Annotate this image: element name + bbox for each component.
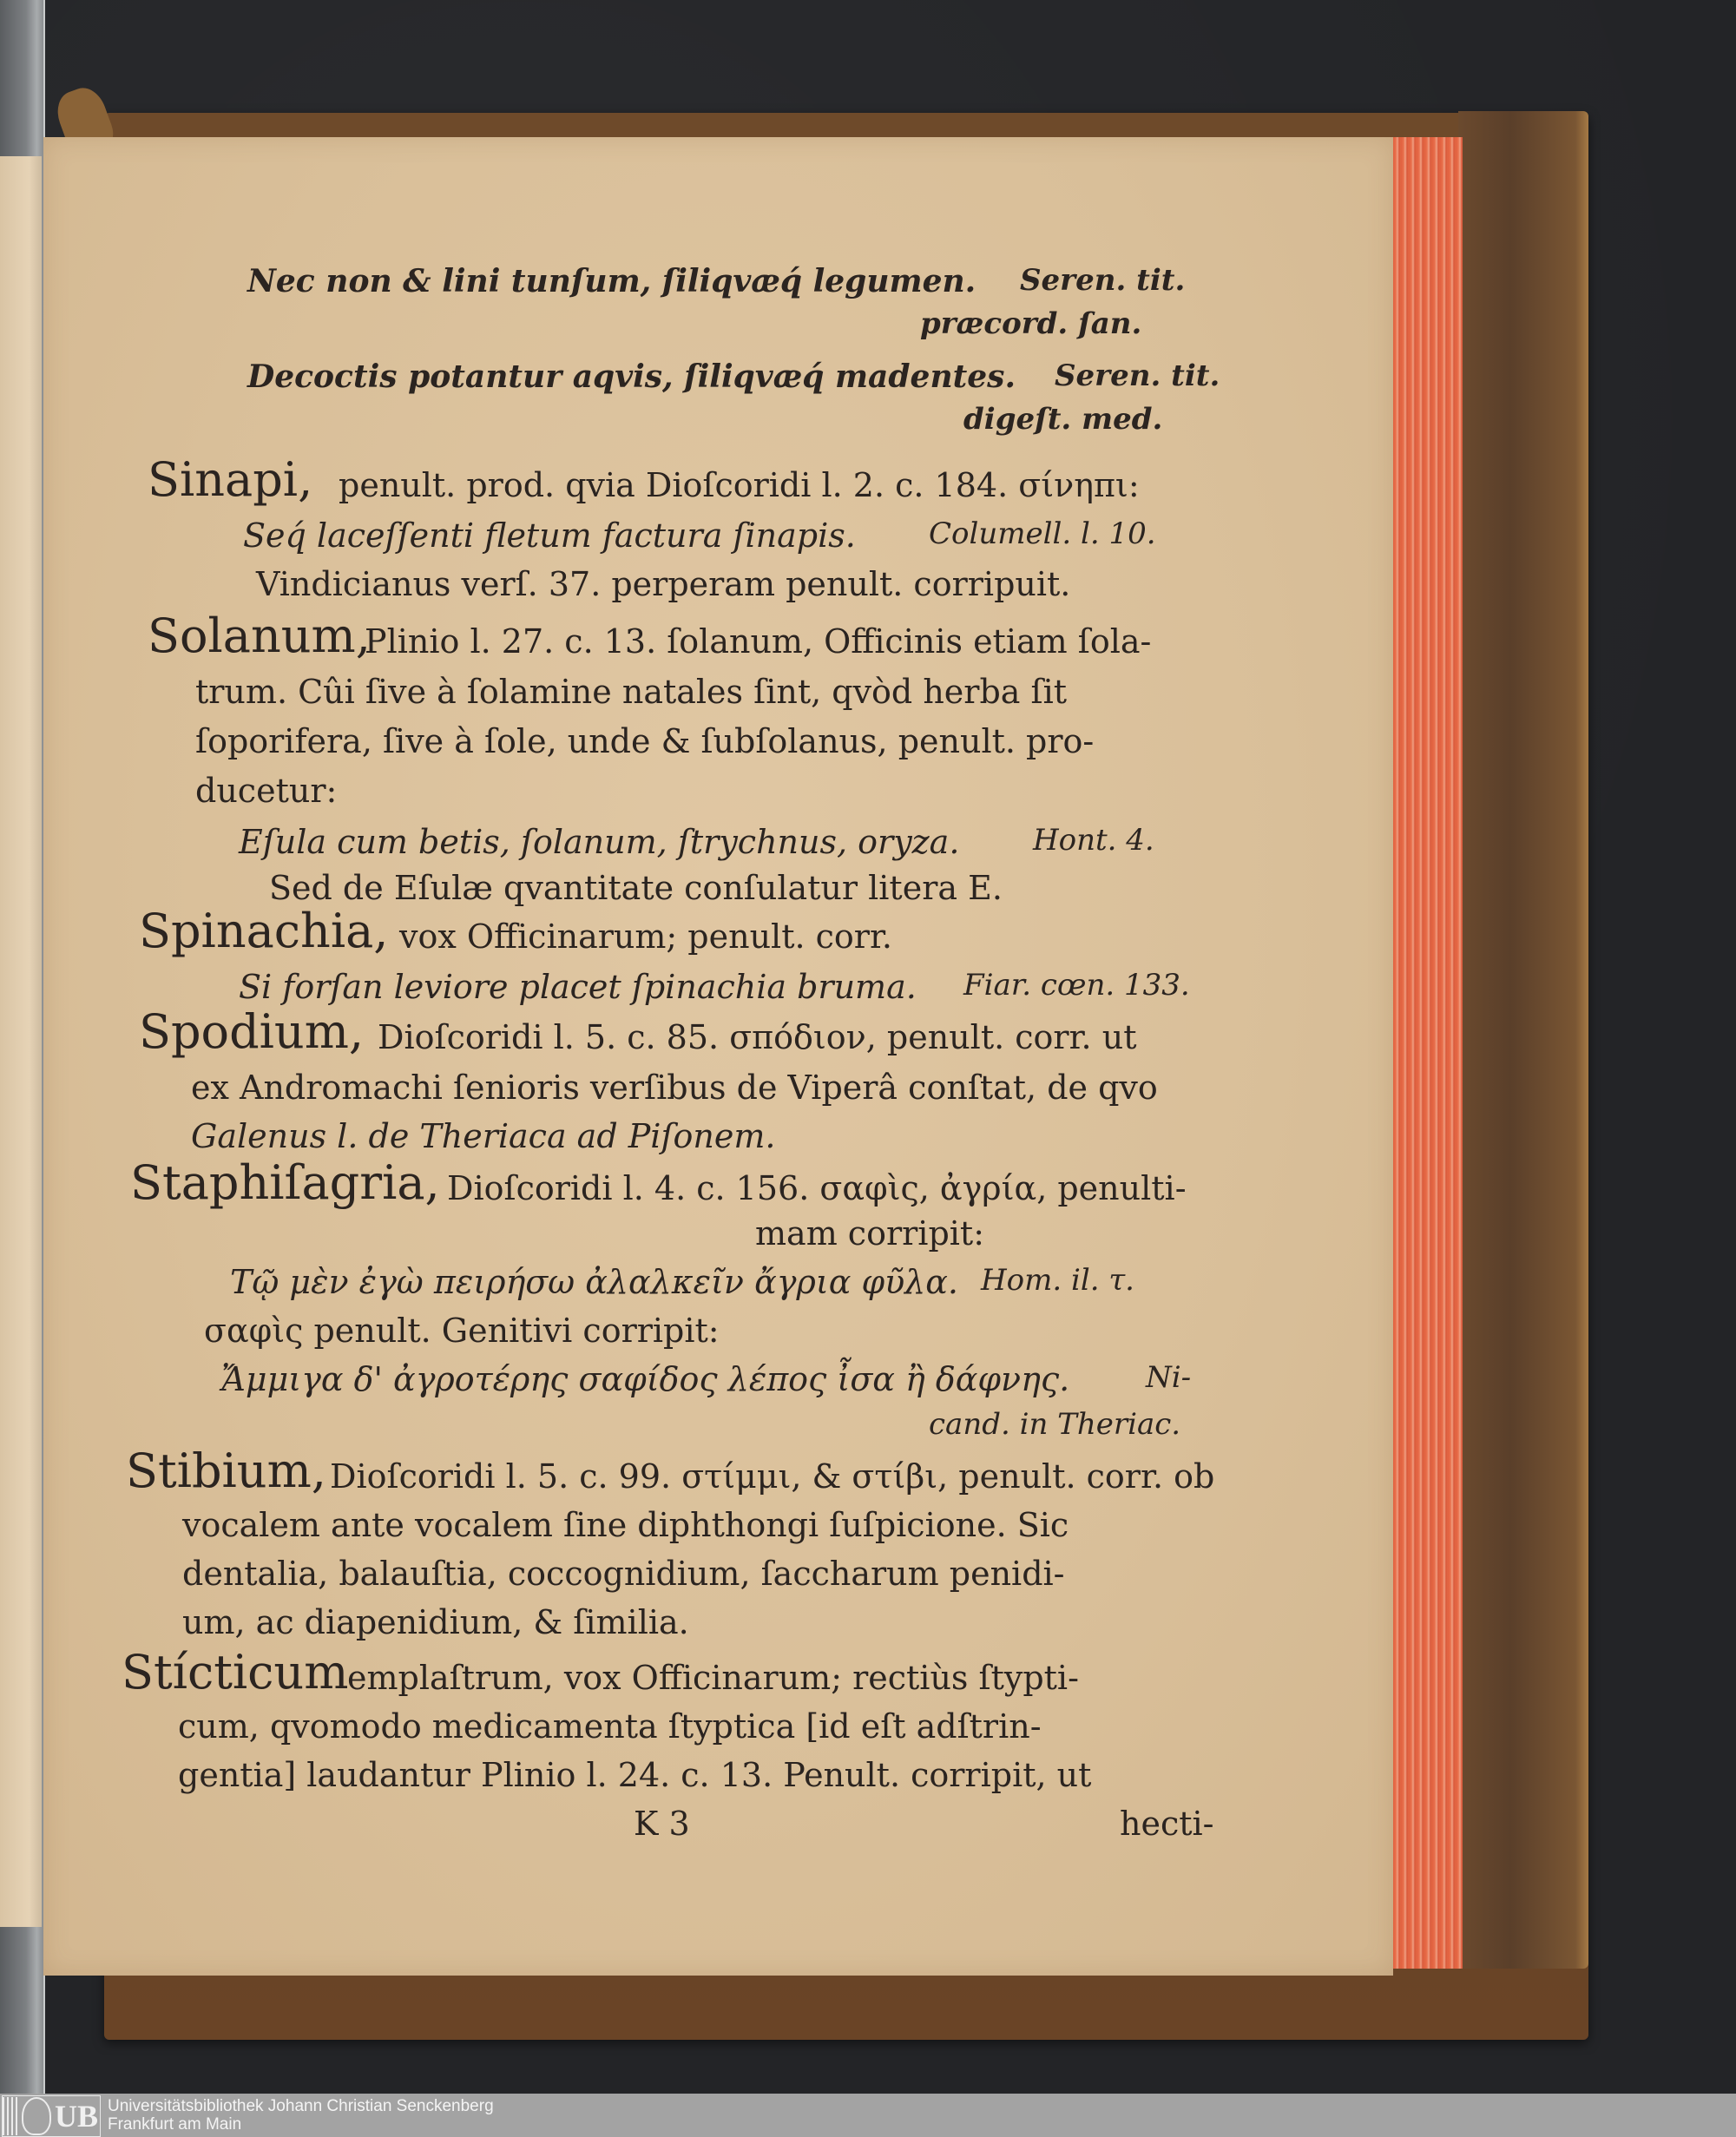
verse-citation: Seren. tit. <box>1055 358 1220 393</box>
entry-text: cum, qvomodo medicamenta ſtyptica [id eſt adſtrin- <box>178 1707 1042 1746</box>
entry-text: Vindicianus verſ. 37. perperam penult. corripuit. <box>256 565 1071 603</box>
verse-citation: præcord. ſan. <box>920 306 1142 341</box>
verse-citation: Hom. il. τ. <box>981 1263 1134 1298</box>
verse-line: Ἄμμιγα δ' ἀγροτέρης σαφίδος λέπος ἶσα ἢ δάφνης. <box>221 1360 1070 1398</box>
books-icon <box>3 2097 18 2135</box>
entry-text: Galenus l. de Theriaca ad Piſonem. <box>191 1117 776 1155</box>
entry-text: trum. Cûi ſive à ſolamine natales ſint, qvòd herba ſit <box>195 673 1067 711</box>
signature-mark: K 3 <box>634 1805 690 1843</box>
entry-text: Dioſcoridi l. 5. c. 85. σπόδιον, penult. corr. ut <box>378 1018 1137 1056</box>
verse-citation: Hont. 4. <box>1033 823 1154 858</box>
entry-text: ex Andromachi ſenioris verſibus de Viperâ conſtat, de qvo <box>191 1068 1158 1107</box>
entry-lemma: Stícticum <box>122 1645 349 1700</box>
ub-logo <box>2 2095 101 2137</box>
entry-lemma: Staphiſagria, <box>130 1155 440 1210</box>
footer-text <box>108 2097 494 2134</box>
entry-text: gentia] laudantur Plinio l. 24. c. 13. Penult. corripit, ut <box>178 1756 1092 1794</box>
entry-text: penult. prod. qvia Dioſcoridi l. 2. c. 184. σίνηπι: <box>339 466 1140 504</box>
red-fore-edge <box>1391 137 1463 1969</box>
verse-line: Seq́ laceſſenti fletum factura ſinapis. <box>243 516 856 555</box>
entry-lemma: Spodium, <box>139 1004 365 1059</box>
verse-line: Τῷ μὲν ἐγὼ πειρήσω ἀλαλκεῖν ἄγρια φῦλα. <box>230 1263 958 1301</box>
book-page <box>43 137 1393 1976</box>
verse-citation: Columell. l. 10. <box>929 516 1156 551</box>
entry-text: ſoporifera, ſive à ſole, unde & ſubſolanus, penult. pro- <box>195 722 1095 760</box>
entry-text: emplaſtrum, vox Officinarum; rectiùs ſtypti- <box>347 1659 1079 1697</box>
entry-text: vocalem ante vocalem ſine diphthongi ſuſpicione. Sic <box>182 1506 1069 1544</box>
logo-text: UB <box>55 2099 99 2134</box>
entry-text: dentalia, balauſtia, coccognidium, ſaccharum penidi- <box>182 1555 1065 1593</box>
entry-text: ducetur: <box>195 772 338 810</box>
institution-name: Universitätsbibliothek Johann Christian Senckenberg <box>108 2097 494 2115</box>
book-cover-edge <box>1458 111 1588 1969</box>
entry-lemma: Stibium, <box>126 1443 326 1498</box>
verse-citation: Seren. tit. <box>1020 263 1186 298</box>
previous-page-edge <box>0 156 42 1927</box>
entry-text: Plinio l. 27. c. 13. ſolanum, Officinis etiam ſola- <box>365 622 1152 661</box>
verse-citation: Fiar. cœn. 133. <box>963 968 1190 1003</box>
entry-text: mam corripit: <box>755 1214 984 1253</box>
entry-text: Dioſcoridi l. 4. c. 156. σαφὶς, ἀγρία, penulti- <box>447 1169 1187 1207</box>
institution-city: Frankfurt am Main <box>108 2115 242 2134</box>
entry-text: Dioſcoridi l. 5. c. 99. στίμμι, & στίβι, penult. corr. ob <box>330 1457 1215 1496</box>
verse-citation: cand. in Theriac. <box>929 1407 1181 1442</box>
entry-lemma: Spinachia, <box>139 904 389 958</box>
verse-line: Si forſan leviore placet ſpinachia bruma. <box>239 968 917 1006</box>
catchword: hecti- <box>1120 1805 1214 1843</box>
entry-text: vox Officinarum; penult. corr. <box>399 917 893 956</box>
entry-text: Sed de Eſulæ qvantitate conſulatur litera E. <box>269 869 1003 907</box>
library-footer <box>0 2094 1736 2137</box>
verse-citation: Ni- <box>1146 1360 1192 1395</box>
portrait-icon <box>22 2097 51 2135</box>
entry-lemma: Solanum, <box>148 608 371 663</box>
scanner-glass-edge <box>0 0 45 2094</box>
verse-line: Decoctis potantur aqvis, ſiliqvæq́ madentes. <box>247 358 1016 395</box>
verse-line: Nec non & lini tunſum, ſiliqvæq́ legumen. <box>247 263 976 299</box>
entry-lemma: Sinapi, <box>148 452 313 507</box>
entry-text: σαφὶς penult. Genitivi corripit: <box>204 1312 720 1350</box>
entry-text: um, ac diapenidium, & ſimilia. <box>182 1603 689 1641</box>
verse-citation: digeſt. med. <box>963 402 1163 437</box>
verse-line: Eſula cum betis, ſolanum, ſtrychnus, oryza. <box>239 823 960 861</box>
